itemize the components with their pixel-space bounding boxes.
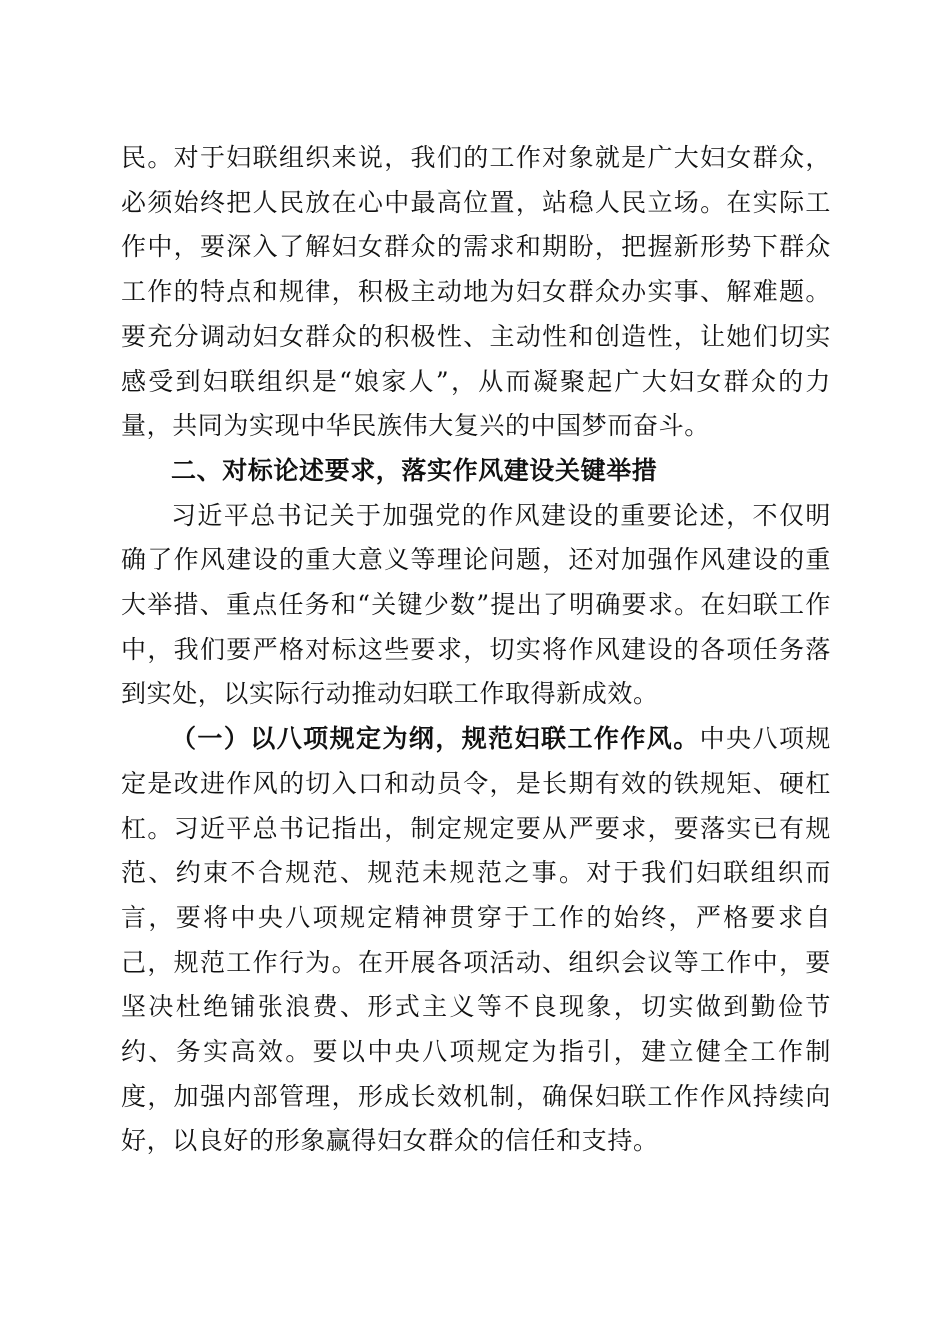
document-body [121,136,831,1164]
paragraph-continuation: 民。对于妇联组织来说，我们的工作对象就是广大妇女群众，必须始终把人民放在心中最高位置，站稳人民立场。在实际工作中，要深入了解妇女群众的需求和期盼，把握新形势下群众工作的特点和规律，积极主动地为妇女群众办实事、解难题。要充分调动妇女群众的积极性、主动性和创造性，让她们切实感受到妇联组织是“娘家人”，从而凝聚起广大妇女群众的力量，共同为实现中华民族伟大复兴的中国梦而奋斗。 [121,143,831,441]
paragraph-subsection [121,717,831,1164]
paragraph-intro: 习近平总书记关于加强党的作风建设的重要论述，不仅明确了作风建设的重大意义等理论问题，还对加强作风建设的重大举措、重点任务和“关键少数”提出了明确要求。在妇联工作中，我们要严格对标这些要求，切实将作风建设的各项任务落到实处，以实际行动推动妇联工作取得新成效。 [121,500,831,709]
subsection-body: 中央八项规定是改进作风的切入口和动员令，是长期有效的铁规矩、硬杠杠。习近平总书记指出，制定规定要从严要求，要落实已有规范、约束不合规范、规范未规范之事。对于我们妇联组织而言，要将中央八项规定精神贯穿于工作的始终，严格要求自己，规范工作行为。在开展各项活动、组织会议等工作中，要坚决杜绝铺张浪费、形式主义等不良现象，切实做到勤俭节约、务实高效。要以中央八项规定为指引，建立健全工作制度，加强内部管理，形成长效机制，确保妇联工作作风持续向好，以良好的形象赢得妇女群众的信任和支持。 [121,724,831,1156]
section-heading: 二、对标论述要求，落实作风建设关键举措 [171,455,658,485]
subsection-heading: （一）以八项规定为纲，规范妇联工作作风。 [171,724,700,754]
